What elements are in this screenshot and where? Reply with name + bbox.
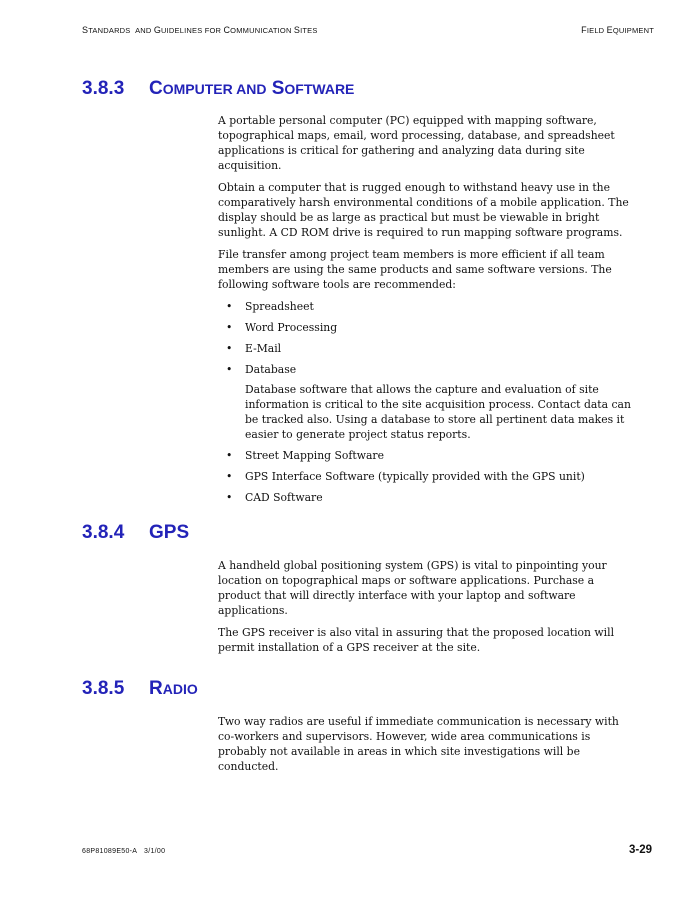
section-heading-gps: 3.8.4 GPS: [82, 522, 190, 543]
software-list: [218, 299, 638, 377]
section-body-radio: [218, 714, 638, 781]
running-header-right: FIELD EQUIPMENT: [581, 25, 654, 35]
page-number: 3-29: [628, 844, 652, 856]
section-body-gps: [218, 558, 638, 662]
paragraph: A handheld global positioning system (GPS) is vital to pinpointing your location on topographical maps or software applications. Purchase a product that will directly interface with your laptop and software applications.: [218, 559, 607, 617]
paragraph: File transfer among project team members is more efficient if all team members are using the same products and same software versions. The following software tools are recommended:: [218, 248, 612, 291]
list-item: • GPS Interface Software (typically provided with the GPS unit): [226, 470, 585, 483]
section-number: 3.8.4: [82, 522, 125, 543]
section-heading-radio: 3.8.5 RADIO: [82, 678, 198, 699]
section-number: 3.8.5: [82, 678, 125, 699]
software-list-continued: [218, 448, 638, 505]
footer-doc-info: 68P81089E50-A 3/1/00: [82, 848, 166, 855]
list-item: • Spreadsheet: [226, 300, 314, 313]
list-item: • Word Processing: [226, 321, 338, 334]
paragraph: A portable personal computer (PC) equipped with mapping software, topographical maps, email, word processing, database, and spreadsheet applications is critical for gathering and analyzing data during site acquisition.: [218, 114, 615, 172]
list-item: • Street Mapping Software: [226, 449, 384, 462]
database-note: Database software that allows the capture and evaluation of site information is critical to the site acquisition process. Contact data can be tracked also. Using a database to store all pertinent data makes it easier to generate project status reports.: [245, 383, 631, 441]
section-body-computer-software: [218, 113, 638, 511]
paragraph: The GPS receiver is also vital in assuring that the proposed location will permit installation of a GPS receiver at the site.: [218, 626, 615, 654]
paragraph: Obtain a computer that is rugged enough to withstand heavy use in the comparatively harsh environmental conditions of a mobile application. The display should be as large as practical but must be viewable in bright sunlight. A CD ROM drive is required to run mapping software programs.: [218, 181, 629, 239]
section-number: 3.8.3: [82, 78, 125, 99]
running-header-left: STANDARDS AND GUIDELINES FOR COMMUNICATION SITES: [82, 25, 318, 35]
section-heading-computer-software: 3.8.3 COMPUTER AND SOFTWARE: [82, 78, 355, 99]
list-item: • Database: [226, 363, 297, 376]
list-item: • CAD Software: [226, 491, 323, 504]
paragraph: Two way radios are useful if immediate communication is necessary with co-workers and supervisors. However, wide area communications is probably not available in areas in which site investigations will be conducted.: [218, 715, 619, 773]
list-item: • E-Mail: [226, 342, 282, 355]
